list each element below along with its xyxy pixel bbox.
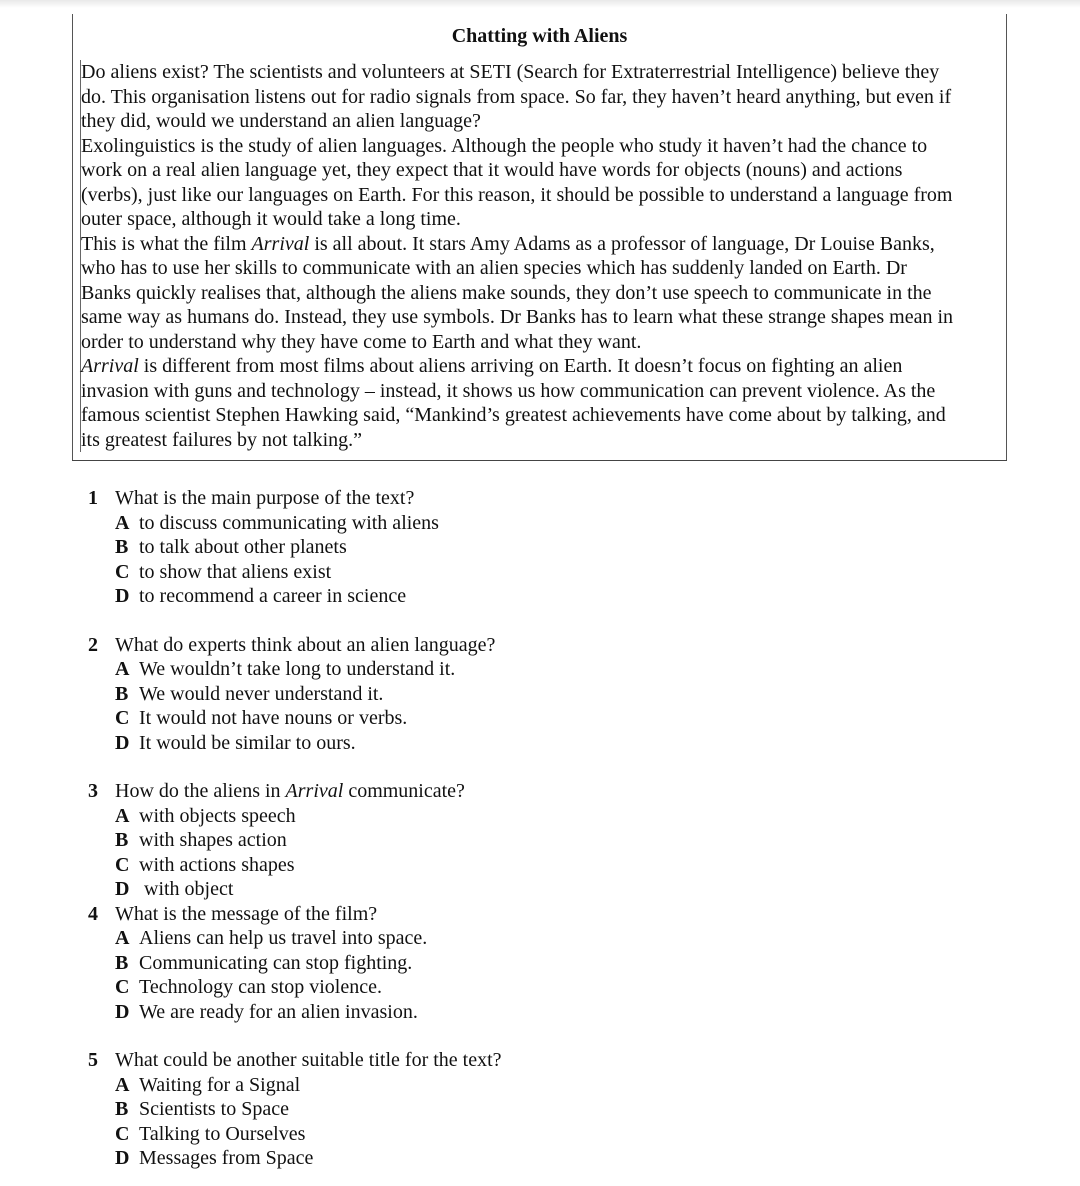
paragraph-1 — [80, 60, 1005, 134]
option-text: It would be similar to ours. — [139, 731, 356, 754]
question-stem — [88, 486, 988, 511]
option-text: with object — [139, 878, 234, 900]
option-text: with shapes action — [139, 829, 287, 851]
paragraph-line: famous scientist Stephen Hawking said, “Mankind’s greatest achievements have come about by talking, and — [81, 404, 946, 426]
paragraph-line-rest: is different from most films about aliens arriving on Earth. It doesn’t focus on fighting an alien — [138, 355, 903, 377]
paragraph-line: who has to use her skills to communicate with an alien species which has suddenly landed on Earth. Dr — [81, 257, 907, 279]
paragraph-line: (verbs), just like our languages on Earth. For this reason, it should be possible to understand a language from — [81, 183, 953, 206]
passage-right-border — [1006, 14, 1007, 460]
option-text: with actions shapes — [139, 853, 295, 876]
option-text: to recommend a career in science — [139, 585, 407, 607]
option-text: We wouldn’t take long to understand it. — [139, 658, 456, 680]
option-letter: A — [115, 658, 130, 680]
paragraph-line-start: This is what the film — [81, 232, 252, 255]
paragraph-line: outer space, although it would take a long time. — [81, 208, 461, 230]
reading-passage-box — [72, 14, 1007, 461]
paragraph-line-rest: is all about. It stars Amy Adams as a professor of language, Dr Louise Banks, — [309, 232, 935, 255]
paragraph-4 — [80, 354, 1005, 452]
option-letter: B — [115, 829, 129, 851]
answer-option — [88, 682, 988, 707]
paragraph-3 — [80, 232, 1005, 355]
question-stem — [88, 1048, 988, 1073]
paragraph-2 — [80, 134, 1005, 232]
passage-body — [80, 60, 1005, 452]
paragraph-line: Exolinguistics is the study of alien languages. Although the people who study it haven’t had the chance to — [81, 134, 928, 157]
film-title-arrival: Arrival — [81, 355, 139, 377]
answer-option — [88, 804, 988, 829]
passage-left-border — [72, 14, 73, 460]
question-spacer — [88, 1024, 988, 1048]
question-text: What could be another suitable title for the text? — [115, 1049, 502, 1071]
option-letter: B — [115, 1098, 129, 1120]
option-letter: B — [115, 536, 129, 558]
answer-option — [88, 975, 988, 1000]
option-letter: C — [115, 560, 130, 583]
option-text: to discuss communicating with aliens — [139, 511, 439, 534]
question-text — [115, 779, 465, 804]
answer-option — [88, 731, 988, 756]
question-spacer — [88, 609, 988, 633]
answer-option — [88, 1122, 988, 1147]
answer-option — [88, 1000, 988, 1025]
answer-option — [88, 1073, 988, 1098]
answer-option — [88, 1097, 988, 1122]
question-stem — [88, 902, 988, 927]
answer-option — [88, 535, 988, 560]
option-letter: C — [115, 976, 130, 998]
question-text: What do experts think about an alien language? — [115, 633, 496, 656]
question-text: What is the message of the film? — [115, 902, 378, 925]
answer-option — [88, 511, 988, 536]
option-text: It would not have nouns or verbs. — [139, 707, 408, 729]
answer-option — [88, 1146, 988, 1171]
question-spacer — [88, 755, 988, 779]
question-text-end: communicate? — [343, 780, 465, 802]
option-letter: D — [115, 731, 130, 754]
option-text: Communicating can stop fighting. — [139, 951, 413, 974]
paragraph-line: its greatest failures by not talking.” — [81, 428, 363, 451]
option-text: We are ready for an alien invasion. — [139, 1000, 418, 1023]
questions-list — [88, 486, 988, 1171]
option-letter: A — [115, 511, 130, 534]
answer-option — [88, 657, 988, 682]
answer-option — [88, 877, 988, 902]
option-text: Technology can stop violence. — [139, 976, 382, 998]
option-text: Talking to Ourselves — [139, 1122, 306, 1145]
option-text: with objects speech — [139, 804, 296, 827]
question-2 — [88, 633, 988, 756]
answer-option — [88, 951, 988, 976]
question-number: 1 — [88, 487, 98, 509]
page-top-shadow — [0, 0, 1080, 8]
option-letter: D — [115, 1000, 130, 1023]
answer-option — [88, 926, 988, 951]
question-text-start: How do the aliens in — [115, 780, 286, 802]
paragraph-line: do. This organisation listens out for radio signals from space. So far, they haven’t heard anything, but even if — [81, 85, 952, 108]
question-number: 3 — [88, 780, 98, 802]
option-text: Messages from Space — [139, 1147, 314, 1169]
option-text: Waiting for a Signal — [139, 1073, 301, 1096]
paragraph-line: Banks quickly realises that, although the aliens make sounds, they don’t use speech to communicate in the — [81, 281, 932, 304]
option-letter: D — [115, 1147, 130, 1169]
film-title-arrival: Arrival — [285, 780, 344, 802]
option-letter: C — [115, 707, 130, 729]
option-letter: A — [115, 1073, 130, 1096]
question-number: 2 — [88, 633, 98, 656]
paragraph-line: invasion with guns and technology – instead, it shows us how communication can prevent violence. As the — [81, 379, 936, 402]
question-5 — [88, 1048, 988, 1171]
answer-option — [88, 853, 988, 878]
option-letter: C — [115, 853, 130, 876]
option-letter: A — [115, 804, 130, 827]
question-stem — [88, 633, 988, 658]
option-text: We would never understand it. — [139, 682, 384, 705]
option-letter: A — [115, 927, 130, 949]
paragraph-line: work on a real alien language yet, they expect that it would have words for objects (nouns) and actions — [81, 159, 903, 181]
passage-title: Chatting with Aliens — [451, 25, 628, 47]
question-4 — [88, 902, 988, 1025]
option-letter: B — [115, 951, 129, 974]
paragraph-line: same way as humans do. Instead, they use symbols. Dr Banks has to learn what these strange shapes mean in — [81, 306, 954, 328]
paragraph-line: order to understand why they have come to Earth and what they want. — [81, 330, 642, 353]
answer-option — [88, 584, 988, 609]
question-number: 5 — [88, 1049, 98, 1071]
option-letter: D — [115, 878, 130, 900]
option-text: Aliens can help us travel into space. — [139, 927, 428, 949]
paragraph-line: Do aliens exist? The scientists and volunteers at SETI (Search for Extraterrestrial Intelligence) believe they — [81, 61, 940, 83]
option-text: to talk about other planets — [139, 536, 347, 558]
question-1 — [88, 486, 988, 609]
answer-option — [88, 706, 988, 731]
paragraph-line: they did, would we understand an alien language? — [81, 110, 481, 132]
question-3 — [88, 779, 988, 902]
answer-option — [88, 560, 988, 585]
option-letter: B — [115, 682, 129, 705]
option-text: Scientists to Space — [139, 1098, 289, 1120]
question-number: 4 — [88, 902, 98, 925]
question-stem — [88, 779, 988, 804]
option-letter: C — [115, 1122, 130, 1145]
option-letter: D — [115, 585, 130, 607]
film-title-arrival: Arrival — [251, 232, 310, 255]
option-text: to show that aliens exist — [139, 560, 332, 583]
question-text: What is the main purpose of the text? — [115, 487, 415, 509]
answer-option — [88, 828, 988, 853]
